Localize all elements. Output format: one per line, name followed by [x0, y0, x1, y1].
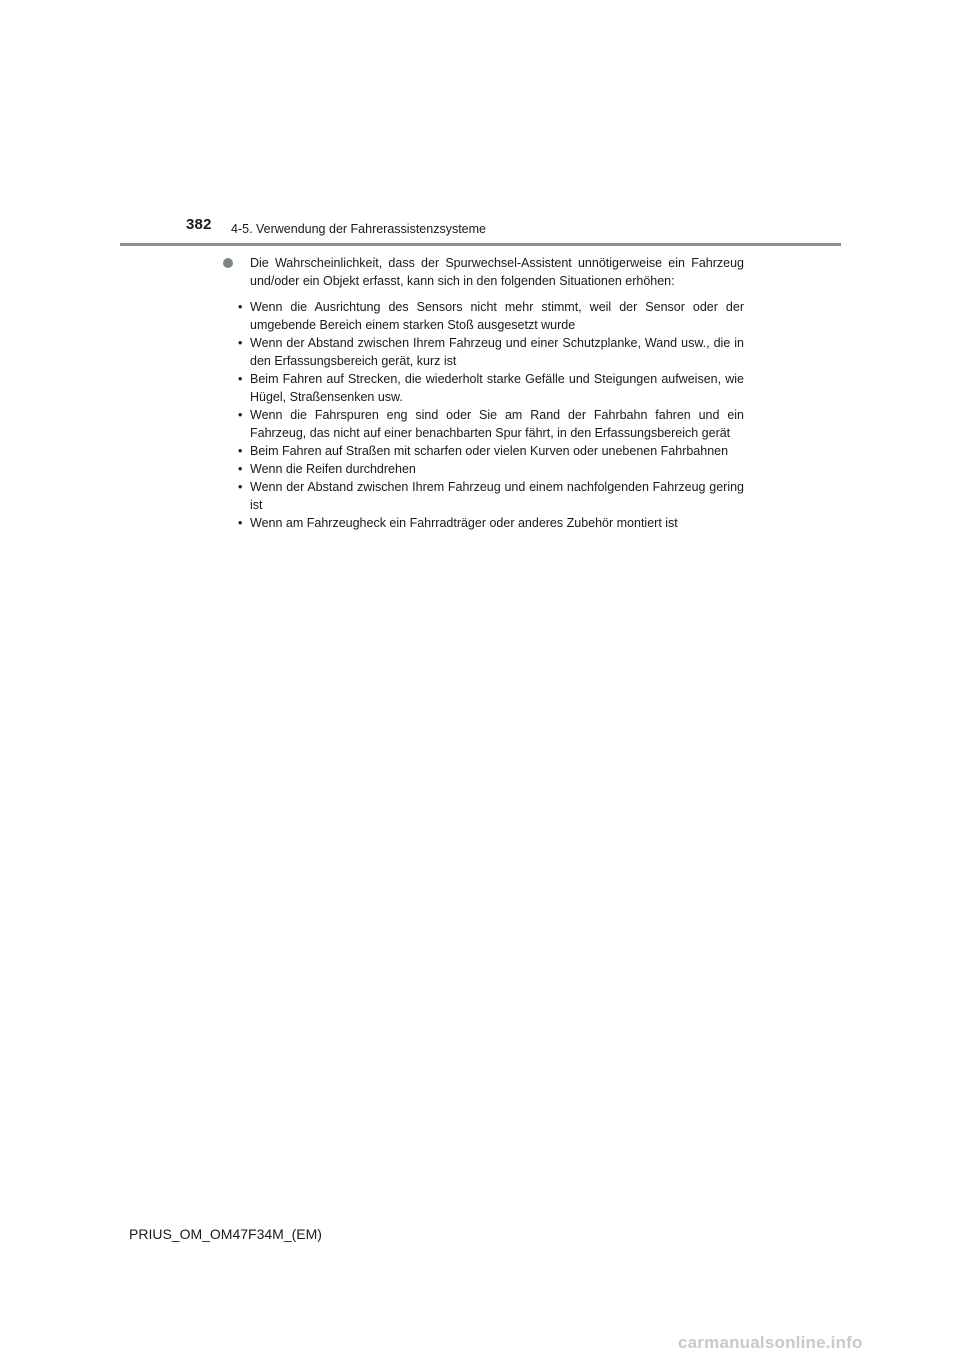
bullet-icon: • — [238, 516, 243, 530]
list-item-text: Beim Fahren auf Straßen mit scharfen oder vielen Kurven oder unebenen Fahrbahnen — [250, 444, 729, 458]
list-item-text: Wenn am Fahrzeugheck ein Fahrradträger oder anderes Zubehör montiert ist — [250, 516, 678, 530]
bullet-icon: • — [238, 336, 243, 350]
document-code: PRIUS_OM_OM47F34M_(EM) — [129, 1226, 322, 1242]
list-item-text: Wenn die Reifen durchdrehen — [250, 462, 416, 476]
lead-paragraph — [230, 254, 744, 290]
bullet-icon: • — [238, 480, 243, 494]
lead-text: Die Wahrscheinlichkeit, dass der Spurwechsel-Assistent unnötigerweise ein Fahrzeug und/oder ein Objekt erfasst, kann sich in den folgenden Situationen erhöhen: — [250, 256, 744, 288]
watermark: carmanualsonline.info — [678, 1333, 863, 1352]
list-item-text: Wenn der Abstand zwischen Ihrem Fahrzeug und einem nachfolgenden Fahrzeug gering ist — [250, 480, 744, 512]
list-item — [230, 406, 744, 442]
section-title: 4-5. Verwendung der Fahrerassistenzsysteme — [231, 222, 486, 236]
list-item — [230, 478, 744, 514]
list-item-text: Beim Fahren auf Strecken, die wiederholt starke Gefälle und Steigungen aufweisen, wie Hügel, Straßensenken usw. — [250, 372, 744, 404]
bullet-icon: • — [238, 462, 243, 476]
circle-bullet-icon — [223, 258, 233, 268]
list-item — [230, 460, 744, 478]
bullet-icon: • — [238, 300, 243, 314]
list-item-text: Wenn der Abstand zwischen Ihrem Fahrzeug und einer Schutzplanke, Wand usw., die in den Erfassungsbereich gerät, kurz ist — [250, 336, 744, 368]
bullet-icon: • — [238, 444, 243, 458]
content-body — [230, 254, 744, 532]
list-item-text: Wenn die Fahrspuren eng sind oder Sie am Rand der Fahrbahn fahren und ein Fahrzeug, das nicht auf einer benachbarten Spur fährt, in den Erfassungsbereich gerät — [250, 408, 744, 440]
list-item — [230, 334, 744, 370]
list-item — [230, 442, 744, 460]
page-number: 382 — [186, 216, 212, 233]
bullet-icon: • — [238, 408, 243, 422]
list-item-text: Wenn die Ausrichtung des Sensors nicht mehr stimmt, weil der Sensor oder der umgebende Bereich einem starken Stoß ausgesetzt wurde — [250, 300, 744, 332]
list-item — [230, 514, 744, 532]
situation-list — [230, 298, 744, 532]
list-item — [230, 370, 744, 406]
list-item — [230, 298, 744, 334]
header-divider — [120, 243, 841, 246]
bullet-icon: • — [238, 372, 243, 386]
